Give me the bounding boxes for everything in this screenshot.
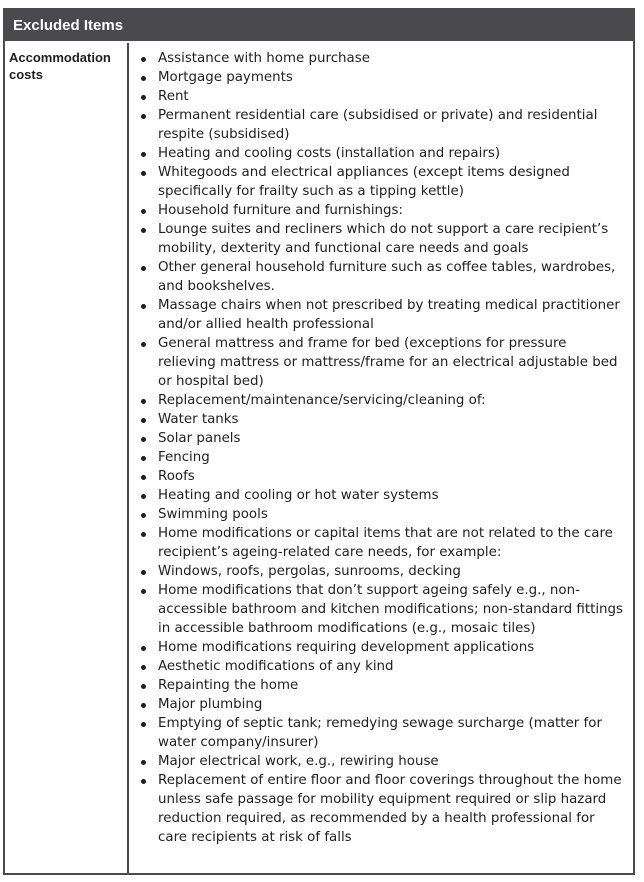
- list-item: Windows, roofs, pergolas, sunrooms, decking: [129, 562, 625, 581]
- list-item: Permanent residential care (subsidised or private) and residential respite (subsidised): [129, 106, 625, 144]
- list-item: Mortgage payments: [129, 68, 625, 87]
- list-item: Water tanks: [129, 410, 625, 429]
- list-item: Rent: [129, 87, 625, 106]
- list-item: Home modifications or capital items that are not related to the care recipient’s ageing-related care needs, for example:: [129, 524, 625, 562]
- list-item: Replacement of entire floor and floor coverings throughout the home unless safe passage for mobility equipment required or slip hazard reduction required, as recommended by a health professional for care recipients at risk of falls: [129, 771, 625, 847]
- list-item: Emptying of septic tank; remedying sewage surcharge (matter for water company/insurer): [129, 714, 625, 752]
- list-item: Replacement/maintenance/servicing/cleaning of:: [129, 391, 625, 410]
- excluded-items-list: [129, 49, 625, 847]
- row-label: Accommodation costs: [5, 43, 129, 873]
- list-item: Swimming pools: [129, 505, 625, 524]
- list-item: Aesthetic modifications of any kind: [129, 657, 625, 676]
- list-item: Assistance with home purchase: [129, 49, 625, 68]
- list-item: Home modifications that don’t support ageing safely e.g., non-accessible bathroom and kitchen modifications; non-standard fittings in accessible bathroom modifications (e.g., mosaic tiles): [129, 581, 625, 638]
- excluded-items-table: [3, 8, 635, 875]
- list-item: General mattress and frame for bed (exceptions for pressure relieving mattress or mattress/frame for an electrical adjustable bed or hospital bed): [129, 334, 625, 391]
- list-item: Repainting the home: [129, 676, 625, 695]
- list-item: Major electrical work, e.g., rewiring house: [129, 752, 625, 771]
- table-row: [5, 43, 633, 873]
- list-item: Home modifications requiring development applications: [129, 638, 625, 657]
- list-item: Whitegoods and electrical appliances (except items designed specifically for frailty such as a tipping kettle): [129, 163, 625, 201]
- list-item: Other general household furniture such as coffee tables, wardrobes, and bookshelves.: [129, 258, 625, 296]
- items-cell: [129, 43, 633, 873]
- list-item: Heating and cooling costs (installation and repairs): [129, 144, 625, 163]
- list-item: Roofs: [129, 467, 625, 486]
- list-item: Heating and cooling or hot water systems: [129, 486, 625, 505]
- list-item: Lounge suites and recliners which do not support a care recipient’s mobility, dexterity and functional care needs and goals: [129, 220, 625, 258]
- table-header: Excluded Items: [5, 10, 633, 41]
- list-item: Fencing: [129, 448, 625, 467]
- list-item: Major plumbing: [129, 695, 625, 714]
- list-item: Massage chairs when not prescribed by treating medical practitioner and/or allied health professional: [129, 296, 625, 334]
- list-item: Household furniture and furnishings:: [129, 201, 625, 220]
- list-item: Solar panels: [129, 429, 625, 448]
